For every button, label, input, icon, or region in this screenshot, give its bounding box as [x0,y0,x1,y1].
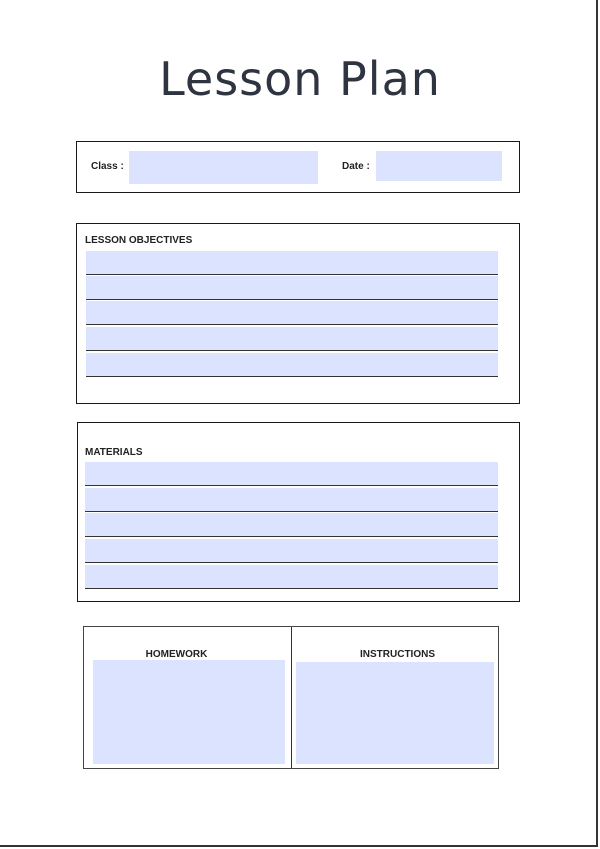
objective-line[interactable] [86,276,498,300]
homework-instructions-box [83,626,499,769]
homework-label: HOMEWORK [145,649,208,660]
objective-line[interactable] [86,327,498,351]
material-line[interactable] [85,565,498,589]
objective-line[interactable] [86,353,498,377]
class-label: Class : [91,161,124,172]
materials-box [77,422,520,602]
homework-field[interactable] [93,660,285,764]
objective-line[interactable] [86,301,498,325]
materials-label: MATERIALS [85,447,143,458]
lesson-objectives-label: LESSON OBJECTIVES [85,235,193,246]
objective-line[interactable] [86,251,498,275]
material-line[interactable] [85,539,498,563]
class-field[interactable] [129,151,318,184]
instructions-label: INSTRUCTIONS [360,649,435,660]
date-label: Date : [342,161,370,172]
page-title: Lesson Plan [159,52,441,106]
material-line[interactable] [85,488,498,512]
instructions-field[interactable] [296,662,494,764]
material-line[interactable] [85,513,498,537]
lesson-objectives-box [76,223,520,404]
class-date-box [76,141,520,193]
material-line[interactable] [85,462,498,486]
date-field[interactable] [376,151,502,181]
cell-divider [291,627,292,768]
